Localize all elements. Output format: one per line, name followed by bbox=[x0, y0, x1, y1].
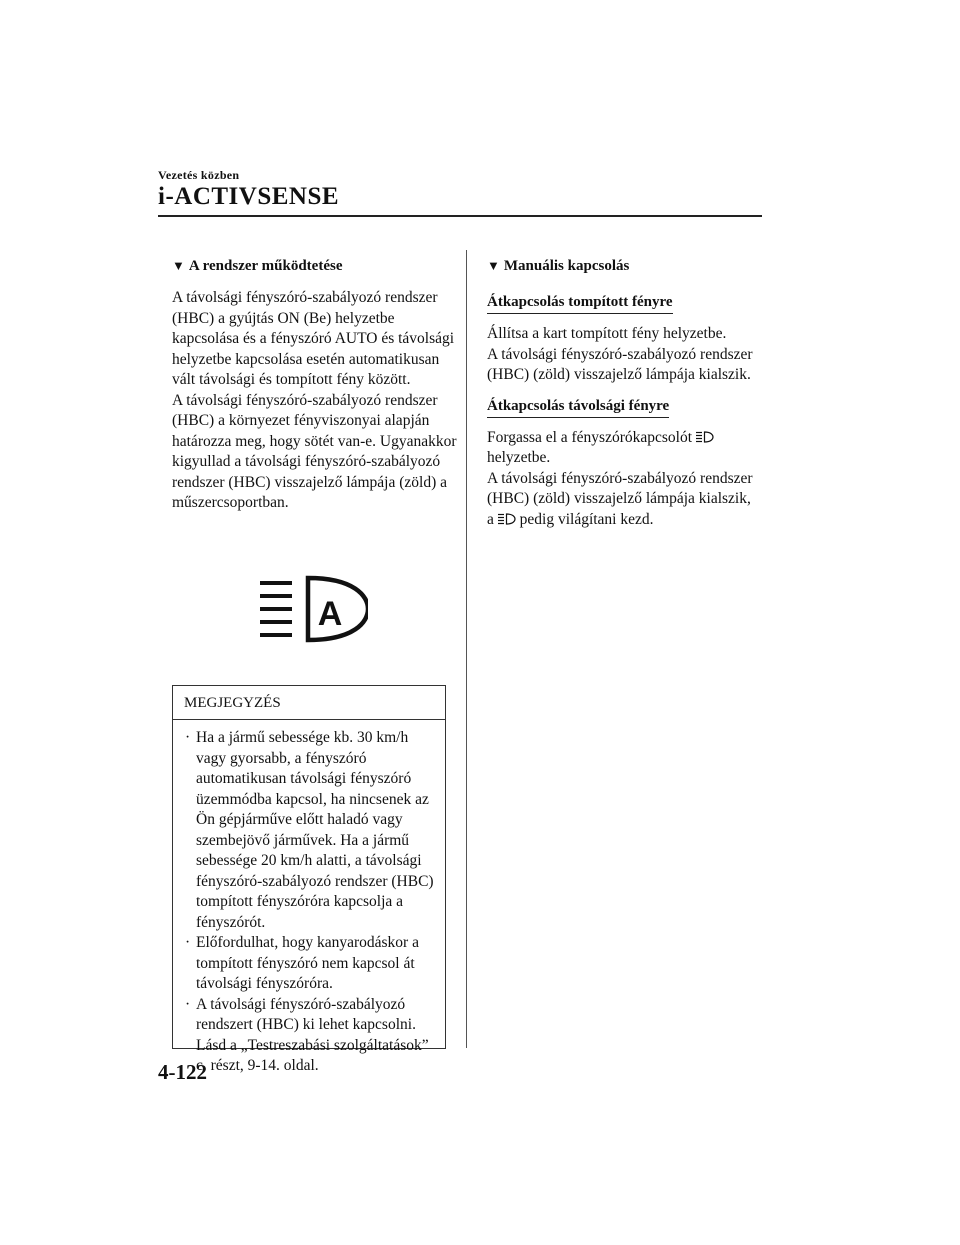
header-rule bbox=[158, 215, 762, 217]
bullet: · bbox=[185, 729, 191, 746]
note-item-text: Előfordulhat, hogy kanyarodáskor a tompított fényszóró nem kapcsol át távolsági fényszóróra. bbox=[196, 934, 419, 992]
bullet: · bbox=[185, 995, 191, 1013]
note-item-text: Ha a jármű sebessége kb. 30 km/h vagy gyorsabb, a fényszóró automatikusan távolsági fényszóró üzemmódba kapcsol, ha nincsenek az Ön gépjárműve előtt haladó vagy szembejövő járművek. Ha a jármű sebessége 20 km/h alatti, a távolsági fényszóró-szabályozó rendszer (HBC) tompított fényszóróra kapcsolja a fényszórót. bbox=[196, 729, 434, 931]
text-span: a bbox=[487, 510, 494, 528]
paragraph: A távolsági fényszóró-szabályozó rendszer (HBC) a környezet fényviszonyai alapján határozza meg, hogy sötét van-e. Ugyanakkor kigyullad a távolsági fényszóró-szabályozó rendszer (HBC) visszajelző lámpája (zöld) a műszercsoportban. bbox=[172, 391, 457, 511]
paragraph: A távolsági fényszóró-szabályozó rendszer (HBC) (zöld) visszajelző lámpája kialszik, bbox=[487, 469, 753, 507]
subheading-low-beam: Átkapcsolás tompított fényre bbox=[487, 294, 673, 314]
paragraph: Állítsa a kart tompított fény helyzetbe. bbox=[487, 325, 727, 342]
high-beam-icon bbox=[696, 429, 714, 441]
auto-high-beam-indicator-icon bbox=[258, 574, 368, 644]
subheading-high-beam: Átkapcsolás távolsági fényre bbox=[487, 398, 669, 418]
triangle-down-icon: ▼ bbox=[487, 258, 500, 273]
high-beam-icon bbox=[498, 511, 516, 523]
paragraph bbox=[487, 428, 767, 469]
paragraph: A távolsági fényszóró-szabályozó rendszer (HBC) a gyújtás ON (Be) helyzetbe kapcsolása és a fényszóró AUTO és távolsági helyzetbe kapcsolása esetén automatikusan vált távolsági és tompított fény között. bbox=[172, 289, 455, 388]
text-span: helyzetbe. bbox=[487, 449, 551, 466]
text-span: pedig világítani kezd. bbox=[519, 510, 654, 528]
paragraph: A távolsági fényszóró-szabályozó rendszer (HBC) (zöld) visszajelző lámpája kialszik. bbox=[487, 345, 753, 383]
note-box bbox=[172, 685, 446, 1074]
paragraph bbox=[487, 510, 767, 531]
right-column bbox=[487, 256, 767, 530]
page-number: 4-122 bbox=[158, 1060, 207, 1084]
note-item-text: A távolsági fényszóró-szabályozó rendszert (HBC) ki lehet kapcsolni. Lásd a „Testreszabási szolgáltatások” c. részt, 9-14. oldal. bbox=[196, 995, 429, 1074]
svg-text:A: A bbox=[317, 595, 343, 633]
triangle-down-icon: ▼ bbox=[172, 258, 185, 273]
section-label: Vezetés közben bbox=[158, 168, 240, 182]
note-title: MEGJEGYZÉS bbox=[173, 686, 445, 720]
list-item bbox=[185, 995, 437, 1077]
left-column bbox=[172, 256, 457, 514]
section-heading-text: A rendszer működtetése bbox=[188, 258, 343, 274]
note-list bbox=[173, 720, 445, 1077]
text-span: Forgassa el a fényszórókapcsolót bbox=[487, 428, 693, 446]
list-item bbox=[185, 933, 437, 995]
chapter-title: i-ACTIVSENSE bbox=[158, 183, 340, 210]
section-heading-manual bbox=[487, 256, 767, 276]
section-heading-text: Manuális kapcsolás bbox=[503, 258, 630, 274]
section-heading-operation bbox=[172, 256, 457, 276]
bullet: · bbox=[185, 934, 191, 951]
list-item bbox=[185, 728, 437, 933]
column-divider bbox=[466, 250, 467, 1048]
